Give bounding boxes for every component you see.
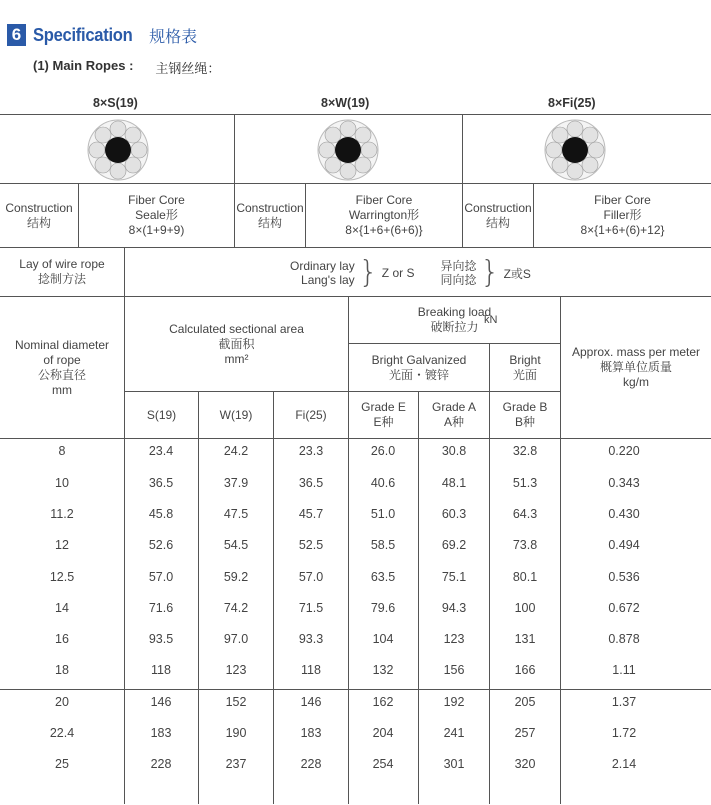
table-cell: 257	[514, 726, 536, 740]
construction-label-s19: Construction 结构	[5, 200, 73, 230]
subheading-label: (1) Main Ropes :	[33, 58, 134, 73]
lay-label: Lay of wire rope 捻制方法	[19, 257, 105, 286]
header-bright-galvanized: Bright Galvanized 光面・镀锌	[371, 352, 467, 382]
section-title-cn: 规格表	[149, 26, 198, 46]
table-cell: 94.3	[441, 601, 467, 615]
spec-table	[0, 114, 711, 804]
table-cell: 118	[301, 663, 321, 677]
table-cell: 0.878	[608, 632, 640, 646]
header-bright: Bright 光面	[509, 352, 541, 382]
table-cell: 162	[372, 695, 394, 709]
header-grade-b: Grade B B种	[502, 400, 548, 429]
table-cell: 30.8	[441, 444, 467, 458]
section-number-badge: 6	[7, 24, 26, 46]
header-fi25: Fi(25)	[295, 407, 327, 422]
rope-cross-section-icons	[88, 120, 605, 180]
table-cell: 1.11	[612, 663, 636, 677]
table-cell: 146	[300, 695, 322, 709]
header-breaking-load: Breaking load 破断拉力	[417, 305, 492, 334]
table-cell: 93.3	[298, 632, 324, 646]
table-cell: 74.2	[223, 601, 249, 615]
rope-cross-section-fi25-icon	[545, 120, 605, 180]
table-cell: 166	[514, 663, 536, 677]
table-cell: 73.8	[512, 538, 538, 552]
table-cell: 93.5	[148, 632, 174, 646]
table-cell: 54.5	[223, 538, 249, 552]
table-cell: 48.1	[441, 476, 467, 490]
table-cell: 0.343	[608, 476, 640, 490]
section-title: Specification	[33, 24, 133, 45]
table-cell: 228	[150, 757, 172, 771]
table-cell: 60.3	[441, 507, 467, 521]
table-cell: 241	[443, 726, 465, 740]
table-cell: 228	[300, 757, 322, 771]
table-cell: 1.37	[611, 695, 637, 709]
rope-type-title-w19: 8×W(19)	[321, 96, 370, 110]
table-cell: 45.8	[148, 507, 174, 521]
table-cell: 100	[514, 601, 536, 615]
table-cell: 25	[55, 757, 69, 771]
breaking-load-unit: kN	[484, 314, 498, 326]
table-cell: 204	[372, 726, 394, 740]
table-cell: 40.6	[370, 476, 396, 490]
table-cell: 71.5	[298, 601, 324, 615]
table-cell: 26.0	[370, 444, 396, 458]
table-cell: 69.2	[441, 538, 467, 552]
table-cell: 152	[225, 695, 247, 709]
subheading	[33, 58, 220, 77]
table-cell: 18	[55, 663, 69, 677]
header-grade-a: Grade A A种	[431, 400, 477, 429]
header-w19: W(19)	[219, 407, 253, 422]
table-cell: 132	[372, 663, 394, 677]
table-cell: 58.5	[370, 538, 396, 552]
construction-value-s19: Fiber Core Seale形 8×(1+9+9)	[128, 193, 185, 237]
table-cell: 36.5	[298, 476, 324, 490]
table-cell: 301	[443, 757, 465, 771]
table-cell: 123	[225, 663, 247, 677]
table-cell: 0.430	[608, 507, 640, 521]
table-cell: 0.672	[608, 601, 640, 615]
table-cell: 2.14	[611, 757, 637, 771]
table-cell: 32.8	[512, 444, 538, 458]
table-cell: 0.220	[608, 444, 640, 458]
table-cell: 23.4	[148, 444, 174, 458]
table-cell: 12	[55, 538, 69, 552]
table-cell: 156	[443, 663, 465, 677]
construction-label-fi25: Construction 结构	[464, 200, 532, 230]
table-cell: 64.3	[512, 507, 538, 521]
table-cell: 131	[514, 632, 536, 646]
rope-cross-section-w19-icon	[318, 120, 378, 180]
construction-value-fi25: Fiber Core Filler形 8×{1+6+(6)+12}	[580, 193, 665, 237]
table-cell: 183	[150, 726, 172, 740]
rope-type-title-fi25: 8×Fi(25)	[548, 96, 596, 110]
table-cell: 320	[514, 757, 536, 771]
header-approx-mass: Approx. mass per meter 概算单位质量 kg/m	[571, 345, 701, 389]
table-cell: 16	[55, 632, 69, 646]
table-cell: 192	[443, 695, 465, 709]
table-cell: 79.6	[370, 601, 396, 615]
table-cell: 75.1	[441, 570, 467, 584]
table-cell: 36.5	[148, 476, 174, 490]
header-nominal-diameter: Nominal diameter of rope 公称直径 mm	[14, 337, 110, 397]
table-cell: 47.5	[223, 507, 249, 521]
table-cell: 51.3	[512, 476, 538, 490]
table-cell: 24.2	[223, 444, 249, 458]
table-cell: 20	[55, 695, 69, 709]
table-cell: 12.5	[49, 570, 75, 584]
table-cell: 22.4	[49, 726, 75, 740]
table-cell: 52.5	[298, 538, 324, 552]
table-cell: 183	[300, 726, 322, 740]
table-cell: 146	[150, 695, 172, 709]
rope-type-title-s19: 8×S(19)	[93, 96, 138, 110]
table-cell: 123	[443, 632, 465, 646]
table-cell: 237	[225, 757, 247, 771]
header-s19: S(19)	[146, 407, 177, 422]
table-cell: 104	[372, 632, 394, 646]
rope-cross-section-s19-icon	[88, 120, 148, 180]
lay-values: Ordinary lay Lang's lay } Z or S 异向捻 同向捻 } Z或S	[290, 255, 531, 290]
table-cell: 59.2	[223, 570, 249, 584]
table-cell: 97.0	[223, 632, 249, 646]
table-cell: 8	[58, 444, 66, 458]
table-cell: 57.0	[298, 570, 324, 584]
table-cell: 118	[151, 663, 171, 677]
table-cell: 71.6	[148, 601, 174, 615]
table-cell: 0.536	[608, 570, 640, 584]
table-cell: 1.72	[611, 726, 637, 740]
header-grade-e: Grade E E种	[361, 400, 406, 429]
table-cell: 51.0	[370, 507, 396, 521]
construction-value-w19: Fiber Core Warrington形 8×{1+6+(6+6)}	[345, 193, 423, 237]
table-cell: 0.494	[608, 538, 640, 552]
table-cell: 63.5	[370, 570, 396, 584]
table-cell: 10	[55, 476, 69, 490]
table-cell: 57.0	[148, 570, 174, 584]
rope-type-titles	[0, 96, 711, 114]
construction-label-w19: Construction 结构	[236, 200, 304, 230]
table-cell: 52.6	[148, 538, 174, 552]
table-cell: 45.7	[298, 507, 324, 521]
section-header	[7, 22, 197, 48]
subheading-label-cn: 主钢丝绳：	[155, 61, 221, 76]
table-cell: 14	[55, 601, 69, 615]
table-cell: 37.9	[223, 476, 249, 490]
table-cell: 11.2	[50, 507, 74, 521]
table-cell: 23.3	[298, 444, 324, 458]
table-cell: 205	[514, 695, 536, 709]
table-cell: 254	[372, 757, 394, 771]
table-cell: 190	[225, 726, 247, 740]
header-sectional-area: Calculated sectional area 截面积 mm²	[169, 321, 304, 366]
table-cell: 80.1	[512, 570, 538, 584]
